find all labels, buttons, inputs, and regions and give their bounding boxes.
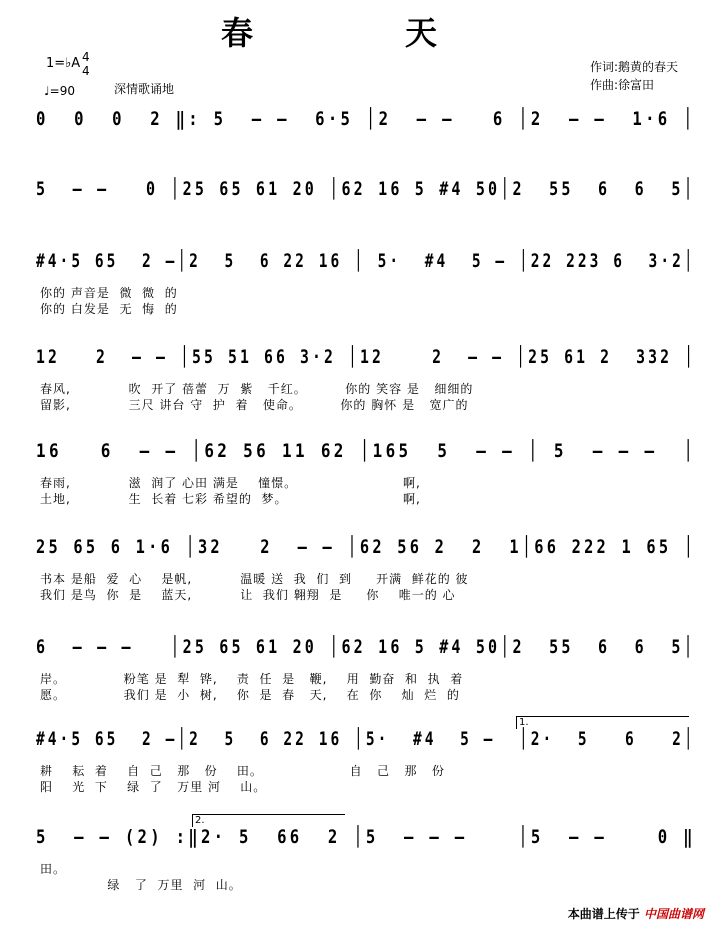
notation-line: 0 0 0 2 ‖: 5 — — 6·5 │2 — — 6 │2 — — 1·6 │	[36, 108, 696, 130]
lyric-verse-1: 耕 耘 着 自 己 那 份 田。 自 己 那 份	[40, 764, 445, 778]
lyric-verse-1: 田。	[40, 862, 67, 876]
lyric-verse-2: 阳 光 下 绿 了 万里 河 山。	[40, 780, 267, 794]
time-sig-bottom: 4	[82, 64, 90, 78]
footer	[568, 905, 704, 922]
key-signature: 1=♭A	[46, 56, 81, 71]
notation-line: #4·5 65 2 —│2 5 6 22 16 │ 5· #4 5 — │22 223 6 3·2│	[36, 250, 696, 272]
notation-line: 5 — — (2) :‖2· 5 66 2 │5 — — — │5 — — 0 ‖	[36, 826, 696, 848]
score-row	[0, 532, 718, 602]
lyric-verse-1: 岸。 粉笔 是 犁 铧, 责 任 是 鞭, 用 勤奋 和 执 着	[40, 672, 464, 686]
score-row	[0, 822, 718, 892]
score-row	[0, 436, 718, 506]
tempo-marking: ♩=90	[44, 84, 75, 98]
notation-line: 25 65 6 1·6 │32 2 — — │62 56 2 2 1│66 222 1 65 │	[36, 536, 697, 558]
lyric-verse-2: 你的 白发是 无 悔 的	[40, 302, 178, 316]
lyric-verse-2: 愿。 我们 是 小 树, 你 是 春 天, 在 你 灿 烂 的	[40, 688, 460, 702]
expression-marking: 深情歌诵地	[114, 82, 175, 96]
song-title: 春 天	[220, 14, 497, 52]
lyric-verse-1: 春风, 吹 开了 蓓蕾 万 紫 千红。 你的 笑容 是 细细的	[40, 382, 474, 396]
score-row	[0, 342, 718, 412]
lyric-verse-1: 春雨, 滋 润了 心田 满是 憧憬。 啊,	[40, 476, 421, 490]
time-sig-top: 4	[82, 50, 90, 64]
lyric-verse-1: 书本 是船 爱 心 是帆, 温暖 送 我 们 到 开满 鲜花的 彼	[40, 572, 469, 586]
notation-line: 5 — — 0 │25 65 61 20 │62 16 5 #4 50│2 55 6 6 5│	[36, 178, 696, 200]
site-logo: 中国曲谱网	[643, 907, 704, 921]
volta-second-ending: 2.	[192, 814, 345, 827]
footer-text: 本曲谱上传于	[567, 907, 640, 921]
notation-line: 6 — — — │25 65 61 20 │62 16 5 #4 50│2 55 6 6 5│	[36, 636, 696, 658]
lyric-verse-1: 你的 声音是 微 微 的	[40, 286, 178, 300]
notation-line: #4·5 65 2 —│2 5 6 22 16 │5· #4 5 — │2· 5 6 2│	[36, 728, 696, 750]
score-row	[0, 724, 718, 794]
time-signature	[82, 50, 90, 78]
lyric-verse-2: 我们 是鸟 你 是 蓝天, 让 我们 翱翔 是 你 唯一的 心	[40, 588, 456, 602]
lyric-verse-2: 绿 了 万里 河 山。	[40, 878, 242, 892]
score-row	[0, 174, 718, 214]
lyric-verse-2: 留影, 三尺 讲台 守 护 着 使命。 你的 胸怀 是 宽广的	[40, 398, 469, 412]
notation-line: 12 2 — — │55 51 66 3·2 │12 2 — — │25 61 2 332 │	[36, 346, 697, 368]
score-row	[0, 246, 718, 316]
score-row	[0, 632, 718, 702]
composer-credit: 作曲:徐富田	[590, 78, 655, 92]
lyric-verse-2: 土地, 生 长着 七彩 希望的 梦。 啊,	[40, 492, 421, 506]
notation-line: 16 6 — — │62 56 11 62 │165 5 — — │ 5 — — — │	[36, 440, 697, 462]
lyricist-credit: 作词:鹅黄的春天	[590, 60, 679, 74]
volta-first-ending: 1.	[516, 716, 689, 729]
score-row	[0, 104, 718, 144]
